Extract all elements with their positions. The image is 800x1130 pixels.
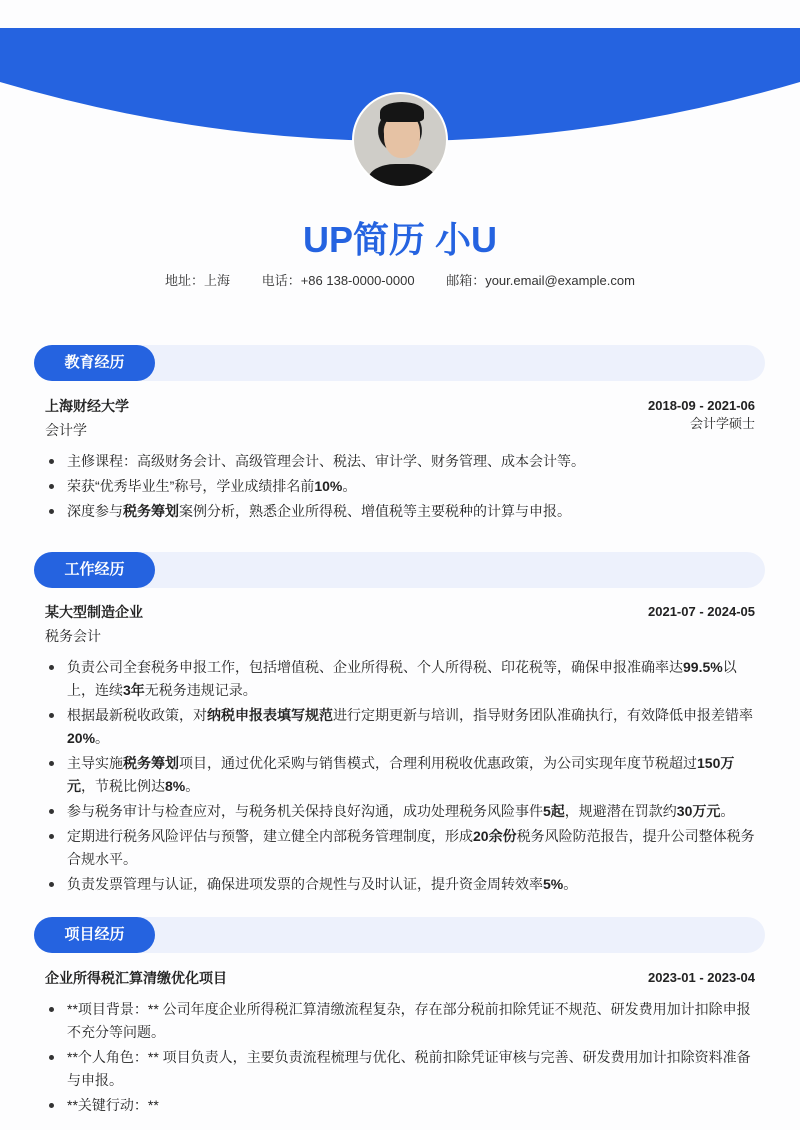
section-header-work xyxy=(34,552,765,588)
bullet-text: 主修课程：高级财务会计、高级管理会计、税法、审计学、财务管理、成本会计等。 xyxy=(67,453,585,469)
bullet-text: 深度参与 xyxy=(67,503,123,519)
highlight-text: 8% xyxy=(165,778,186,794)
bullet-text: 税务风险防范报告，提升公司整体税务合规水平。 xyxy=(67,828,755,867)
candidate-name: UP简历 小U xyxy=(302,219,497,260)
contact-info xyxy=(0,270,800,289)
bullet-text: 进行定期更新与培训，指导财务团队准确执行，有效降低申报差错率 xyxy=(333,707,753,723)
contact-address xyxy=(165,273,230,288)
email-value: your.email@example.com xyxy=(485,273,635,288)
highlight-text: 30万元 xyxy=(676,803,721,819)
address-label: 地址： xyxy=(165,273,205,288)
bullet-item xyxy=(45,752,755,798)
section-header-project xyxy=(34,917,765,953)
education-bullets xyxy=(45,450,755,523)
school-name: 上海财经大学 xyxy=(45,398,129,414)
bullet-text: 项目，通过优化采购与销售模式，合理利用税收优惠政策，为公司实现年度节税超过 xyxy=(179,755,697,771)
bullet-item xyxy=(45,704,755,750)
bullet-text: 。 xyxy=(185,778,200,794)
bullet-text: 参与税务审计与检查应对，与税务机关保持良好沟通，成功处理税务风险事件 xyxy=(67,803,543,819)
work-bullets xyxy=(45,656,755,896)
degree: 会计学硕士 xyxy=(689,416,755,431)
bullet-text: 荣获“优秀毕业生”称号，学业成绩排名前 xyxy=(67,478,315,494)
education-entry xyxy=(45,394,755,525)
bullet-item xyxy=(45,450,755,473)
contact-phone xyxy=(262,273,415,288)
section-header-education xyxy=(34,345,765,381)
bullet-text: 根据最新税收政策，对 xyxy=(67,707,207,723)
highlight-text: 150万元 xyxy=(67,755,735,794)
bullet-item xyxy=(45,500,755,523)
highlight-text: 20余份 xyxy=(473,828,517,844)
work-entry xyxy=(45,600,755,898)
highlight-text: 税务筹划 xyxy=(123,503,179,519)
email-label: 邮箱： xyxy=(446,273,486,288)
bullet-item xyxy=(45,998,755,1044)
project-name: 企业所得税汇算清缴优化项目 xyxy=(45,970,227,986)
bullet-text: 。 xyxy=(720,803,735,819)
bullet-text: 定期进行税务风险评估与预警，建立健全内部税务管理制度，形成 xyxy=(67,828,473,844)
bullet-text: **项目背景：** 公司年度企业所得税汇算清缴流程复杂，存在部分税前扣除凭证不规范、研发费用加计扣除申报不充分等问题。 xyxy=(67,1001,751,1040)
project-bullets xyxy=(45,998,755,1117)
bullet-item xyxy=(45,1046,755,1092)
education-date: 2018-09 - 2021-06 xyxy=(648,398,755,413)
bullet-item xyxy=(45,656,755,702)
bullet-text: 案例分析，熟悉企业所得税、增值税等主要税种的计算与申报。 xyxy=(179,503,571,519)
section-title: 教育经历 xyxy=(34,345,155,381)
bullet-text: ，节税比例达 xyxy=(81,778,165,794)
job-role: 税务会计 xyxy=(45,628,101,644)
project-date: 2023-01 - 2023-04 xyxy=(648,970,755,985)
highlight-text: 3年 xyxy=(123,682,145,698)
company-name: 某大型制造企业 xyxy=(45,604,143,620)
phone-value: +86 138-0000-0000 xyxy=(300,273,415,288)
bullet-text: ，规避潜在罚款约 xyxy=(564,803,677,819)
bullet-text: 负责发票管理与认证，确保进项发票的合规性与及时认证，提升资金周转效率 xyxy=(67,876,543,892)
bullet-text: **个人角色：** 项目负责人，主要负责流程梳理与优化、税前扣除凭证审核与完善、研发费用加计扣除资料准备与申报。 xyxy=(67,1049,751,1088)
highlight-text: 10% xyxy=(314,478,343,494)
bullet-item xyxy=(45,1094,755,1117)
bullet-text: 以上，连续 xyxy=(67,659,737,698)
address-value: 上海 xyxy=(204,273,231,288)
major: 会计学 xyxy=(45,422,87,438)
bullet-text: 负责公司全套税务申报工作，包括增值税、企业所得税、个人所得税、印花税等，确保申报准确率达 xyxy=(67,659,683,675)
bullet-text: **关键行动：** xyxy=(67,1097,159,1113)
highlight-text: 20% xyxy=(67,730,96,746)
highlight-text: 纳税申报表填写规范 xyxy=(207,707,333,723)
avatar xyxy=(352,92,448,188)
phone-label: 电话： xyxy=(261,273,301,288)
bullet-text: 主导实施 xyxy=(67,755,123,771)
highlight-text: 99.5% xyxy=(683,659,723,675)
bullet-item xyxy=(45,825,755,871)
bullet-text: 无税务违规记录。 xyxy=(144,682,257,698)
highlight-text: 税务筹划 xyxy=(123,755,179,771)
bullet-text: 。 xyxy=(563,876,578,892)
bullet-item xyxy=(45,873,755,896)
highlight-text: 5% xyxy=(543,876,564,892)
section-title: 项目经历 xyxy=(34,917,155,953)
bullet-item xyxy=(45,800,755,823)
section-title: 工作经历 xyxy=(34,552,155,588)
bullet-item xyxy=(45,475,755,498)
contact-email xyxy=(446,273,635,288)
bullet-text: 。 xyxy=(342,478,357,494)
highlight-text: 5起 xyxy=(543,803,565,819)
project-entry xyxy=(45,966,755,1119)
work-date: 2021-07 - 2024-05 xyxy=(648,604,755,619)
bullet-text: 。 xyxy=(95,730,110,746)
